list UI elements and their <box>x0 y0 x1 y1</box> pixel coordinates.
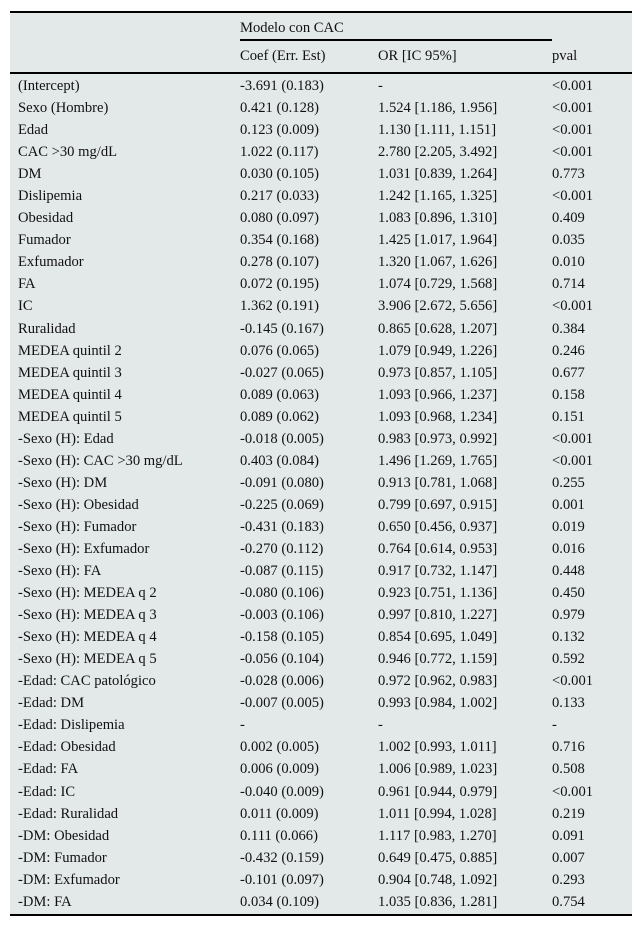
or-cell: 0.973 [0.857, 1.105] <box>378 364 498 381</box>
table-row <box>10 119 632 141</box>
pval-cell: 0.450 <box>552 585 585 602</box>
table-row <box>10 406 632 428</box>
pval-cell: 0.007 <box>552 849 585 866</box>
table-row <box>10 472 632 494</box>
or-cell: 1.074 [0.729, 1.568] <box>378 276 498 293</box>
row-label: -Edad: Dislipemia <box>18 717 125 734</box>
table-row <box>10 803 632 825</box>
table-row <box>10 516 632 538</box>
or-cell: 1.320 [1.067, 1.626] <box>378 254 498 271</box>
or-cell: 1.006 [0.989, 1.023] <box>378 761 498 778</box>
pval-cell: 0.132 <box>552 629 585 646</box>
row-label: -Sexo (H): Fumador <box>18 518 137 535</box>
pval-cell: <0.001 <box>552 100 594 117</box>
table-row <box>10 185 632 207</box>
pval-cell: 0.384 <box>552 320 585 337</box>
or-cell: 0.972 [0.962, 0.983] <box>378 673 498 690</box>
table-row <box>10 384 632 406</box>
table-row <box>10 692 632 714</box>
row-label: -Edad: FA <box>18 761 79 778</box>
pval-cell: 0.035 <box>552 232 585 249</box>
or-cell: 0.650 [0.456, 0.937] <box>378 518 498 535</box>
table-row <box>10 538 632 560</box>
table-row <box>10 781 632 803</box>
row-label: Obesidad <box>18 210 74 227</box>
coef-cell: -0.091 (0.080) <box>240 474 324 491</box>
or-cell: 1.083 [0.896, 1.310] <box>378 210 498 227</box>
coef-cell: 0.072 (0.195) <box>240 276 320 293</box>
row-label: -Edad: DM <box>18 695 85 712</box>
regression-table <box>10 11 632 916</box>
row-label: -DM: FA <box>18 893 72 910</box>
table-row <box>10 582 632 604</box>
or-cell: 0.913 [0.781, 1.068] <box>378 474 498 491</box>
or-cell: 0.946 [0.772, 1.159] <box>378 651 498 668</box>
pval-cell: <0.001 <box>552 298 594 315</box>
table-row <box>10 560 632 582</box>
row-label: MEDEA quintil 4 <box>18 386 122 403</box>
table-body <box>10 13 632 914</box>
or-cell: 1.524 [1.186, 1.956] <box>378 100 498 117</box>
table-row <box>10 648 632 670</box>
table-bottom-rule <box>10 914 632 916</box>
row-label: Edad <box>18 122 48 139</box>
row-label: -DM: Exfumador <box>18 871 120 888</box>
coef-cell: 0.111 (0.066) <box>240 827 318 844</box>
pval-cell: <0.001 <box>552 673 594 690</box>
or-cell: 0.649 [0.475, 0.885] <box>378 849 498 866</box>
or-cell: 1.031 [0.839, 1.264] <box>378 166 498 183</box>
or-cell: 1.079 [0.949, 1.226] <box>378 342 498 359</box>
coef-cell: 0.278 (0.107) <box>240 254 320 271</box>
pval-cell: 0.773 <box>552 166 585 183</box>
pval-cell: 0.979 <box>552 607 585 624</box>
table-row <box>10 626 632 648</box>
or-cell: 1.093 [0.966, 1.237] <box>378 386 498 403</box>
row-label: Dislipemia <box>18 188 83 205</box>
coef-cell: 0.421 (0.128) <box>240 100 320 117</box>
table-row <box>10 362 632 384</box>
or-cell: 0.764 [0.614, 0.953] <box>378 540 498 557</box>
coef-cell: -0.080 (0.106) <box>240 585 324 602</box>
or-cell: 1.117 [0.983, 1.270] <box>378 827 497 844</box>
table-row <box>10 163 632 185</box>
or-cell: 0.923 [0.751, 1.136] <box>378 585 498 602</box>
coef-cell: 1.022 (0.117) <box>240 144 319 161</box>
pval-cell: 0.019 <box>552 518 585 535</box>
pval-cell: <0.001 <box>552 783 594 800</box>
pval-cell: <0.001 <box>552 78 594 94</box>
or-cell: 0.997 [0.810, 1.227] <box>378 607 498 624</box>
table-row <box>10 295 632 317</box>
or-cell: 1.242 [1.165, 1.325] <box>378 188 498 205</box>
row-label: -Sexo (H): CAC >30 mg/dL <box>18 452 183 469</box>
coef-cell: 0.403 (0.084) <box>240 452 320 469</box>
table-row <box>10 891 632 913</box>
pval-cell: 0.001 <box>552 496 585 513</box>
coef-cell: -3.691 (0.183) <box>240 78 324 94</box>
table-row <box>10 141 632 163</box>
coef-cell: -0.087 (0.115) <box>240 563 324 580</box>
table-row <box>10 251 632 273</box>
coef-cell: -0.018 (0.005) <box>240 430 324 447</box>
table-row <box>10 670 632 692</box>
coef-cell: 0.089 (0.063) <box>240 386 320 403</box>
row-label: -Sexo (H): DM <box>18 474 108 491</box>
row-label: -Sexo (H): Obesidad <box>18 496 139 513</box>
or-cell: 0.983 [0.973, 0.992] <box>378 430 498 447</box>
table-row <box>10 825 632 847</box>
row-label: Ruralidad <box>18 320 76 337</box>
or-cell: 0.799 [0.697, 0.915] <box>378 496 498 513</box>
row-label: -Edad: IC <box>18 783 76 800</box>
row-label: -Sexo (H): MEDEA q 5 <box>18 651 157 668</box>
coef-cell: 0.354 (0.168) <box>240 232 320 249</box>
coef-cell: 0.030 (0.105) <box>240 166 320 183</box>
row-label: -Sexo (H): Exfumador <box>18 540 150 557</box>
pval-cell: - <box>552 717 557 734</box>
table-row <box>10 318 632 340</box>
model-group-header: Modelo con CAC <box>240 13 552 41</box>
coef-cell: 1.362 (0.191) <box>240 298 320 315</box>
pval-cell: 0.592 <box>552 651 585 668</box>
coef-cell: 0.002 (0.005) <box>240 739 320 756</box>
table-rows <box>10 74 632 914</box>
group-header-spacer <box>10 13 240 41</box>
row-label: MEDEA quintil 5 <box>18 408 122 425</box>
pval-cell: <0.001 <box>552 122 594 139</box>
coef-cell: -0.056 (0.104) <box>240 651 324 668</box>
coef-cell: -0.431 (0.183) <box>240 518 324 535</box>
column-header-label <box>10 41 240 72</box>
pval-cell: 0.716 <box>552 739 585 756</box>
or-cell: 0.854 [0.695, 1.049] <box>378 629 498 646</box>
table-row <box>10 273 632 295</box>
row-label: -Sexo (H): MEDEA q 4 <box>18 629 157 646</box>
or-cell: 1.425 [1.017, 1.964] <box>378 232 498 249</box>
table-row <box>10 450 632 472</box>
row-label: MEDEA quintil 2 <box>18 342 122 359</box>
coef-cell: -0.101 (0.097) <box>240 871 324 888</box>
coef-cell: -0.007 (0.005) <box>240 695 324 712</box>
table-row <box>10 714 632 736</box>
coef-cell: -0.432 (0.159) <box>240 849 324 866</box>
or-cell: 1.130 [1.111, 1.151] <box>378 122 497 139</box>
table-group-header-row <box>10 13 632 41</box>
table-row <box>10 229 632 251</box>
row-label: CAC >30 mg/dL <box>18 144 118 161</box>
pval-cell: 0.508 <box>552 761 585 778</box>
row-label: (Intercept) <box>18 78 80 94</box>
coef-cell: 0.076 (0.065) <box>240 342 320 359</box>
row-label: -Sexo (H): MEDEA q 3 <box>18 607 157 624</box>
coef-cell: -0.003 (0.106) <box>240 607 324 624</box>
coef-cell: 0.006 (0.009) <box>240 761 320 778</box>
pval-cell: 0.133 <box>552 695 585 712</box>
row-label: FA <box>18 276 36 293</box>
coef-cell: 0.089 (0.062) <box>240 408 320 425</box>
table-row <box>10 97 632 119</box>
row-label: Exfumador <box>18 254 84 271</box>
row-label: -Edad: CAC patológico <box>18 673 156 690</box>
row-label: Sexo (Hombre) <box>18 100 109 117</box>
row-label: IC <box>18 298 33 315</box>
pval-cell: <0.001 <box>552 188 594 205</box>
coef-cell: -0.028 (0.006) <box>240 673 324 690</box>
table-column-header-row <box>10 41 632 72</box>
table-row <box>10 758 632 780</box>
pval-cell: 0.677 <box>552 364 585 381</box>
or-cell: 1.093 [0.968, 1.234] <box>378 408 498 425</box>
or-cell: 1.496 [1.269, 1.765] <box>378 452 498 469</box>
pval-cell: <0.001 <box>552 452 594 469</box>
table-row <box>10 428 632 450</box>
coef-cell: 0.080 (0.097) <box>240 210 320 227</box>
coef-cell: -0.040 (0.009) <box>240 783 324 800</box>
or-cell: 1.011 [0.994, 1.028] <box>378 805 497 822</box>
pval-cell: 0.091 <box>552 827 585 844</box>
or-cell: - <box>378 78 383 94</box>
table-row <box>10 494 632 516</box>
coef-cell: -0.145 (0.167) <box>240 320 324 337</box>
pval-cell: 0.010 <box>552 254 585 271</box>
coef-cell: -0.027 (0.065) <box>240 364 324 381</box>
or-cell: 3.906 [2.672, 5.656] <box>378 298 498 315</box>
coef-cell: -0.158 (0.105) <box>240 629 324 646</box>
pval-cell: 0.255 <box>552 474 585 491</box>
or-cell: 0.865 [0.628, 1.207] <box>378 320 498 337</box>
coef-cell: -0.270 (0.112) <box>240 540 324 557</box>
pval-cell: 0.448 <box>552 563 585 580</box>
pval-cell: <0.001 <box>552 430 594 447</box>
pval-cell: 0.754 <box>552 893 585 910</box>
group-header-spacer-right <box>552 13 632 41</box>
coef-cell: 0.123 (0.009) <box>240 122 320 139</box>
table-row <box>10 736 632 758</box>
pval-cell: 0.293 <box>552 871 585 888</box>
row-label: DM <box>18 166 42 183</box>
table-row <box>10 604 632 626</box>
or-cell: 0.917 [0.732, 1.147] <box>378 563 498 580</box>
coef-cell: 0.217 (0.033) <box>240 188 320 205</box>
row-label: -DM: Fumador <box>18 849 107 866</box>
table-row <box>10 847 632 869</box>
table-row <box>10 869 632 891</box>
coef-cell: -0.225 (0.069) <box>240 496 324 513</box>
row-label: -Edad: Obesidad <box>18 739 116 756</box>
or-cell: 1.035 [0.836, 1.281] <box>378 893 498 910</box>
row-label: -DM: Obesidad <box>18 827 110 844</box>
column-header-pval: pval <box>552 48 578 64</box>
pval-cell: <0.001 <box>552 144 594 161</box>
pval-cell: 0.714 <box>552 276 585 293</box>
pval-cell: 0.016 <box>552 540 585 557</box>
pval-cell: 0.151 <box>552 408 585 425</box>
or-cell: 2.780 [2.205, 3.492] <box>378 144 498 161</box>
row-label: -Sexo (H): MEDEA q 2 <box>18 585 157 602</box>
pval-cell: 0.158 <box>552 386 585 403</box>
table-row <box>10 340 632 362</box>
or-cell: 0.961 [0.944, 0.979] <box>378 783 498 800</box>
coef-cell: 0.011 (0.009) <box>240 805 319 822</box>
column-header-or: OR [IC 95%] <box>378 48 457 64</box>
row-label: -Edad: Ruralidad <box>18 805 119 822</box>
coef-cell: 0.034 (0.109) <box>240 893 320 910</box>
table-row <box>10 207 632 229</box>
row-label: -Sexo (H): Edad <box>18 430 114 447</box>
table-row <box>10 75 632 97</box>
or-cell: 0.993 [0.984, 1.002] <box>378 695 498 712</box>
pval-cell: 0.219 <box>552 805 585 822</box>
pval-cell: 0.246 <box>552 342 585 359</box>
row-label: MEDEA quintil 3 <box>18 364 122 381</box>
coef-cell: - <box>240 717 245 734</box>
pval-cell: 0.409 <box>552 210 585 227</box>
or-cell: 1.002 [0.993, 1.011] <box>378 739 497 756</box>
or-cell: 0.904 [0.748, 1.092] <box>378 871 498 888</box>
column-header-coef: Coef (Err. Est) <box>240 48 326 64</box>
or-cell: - <box>378 717 383 734</box>
row-label: -Sexo (H): FA <box>18 563 102 580</box>
row-label: Fumador <box>18 232 71 249</box>
